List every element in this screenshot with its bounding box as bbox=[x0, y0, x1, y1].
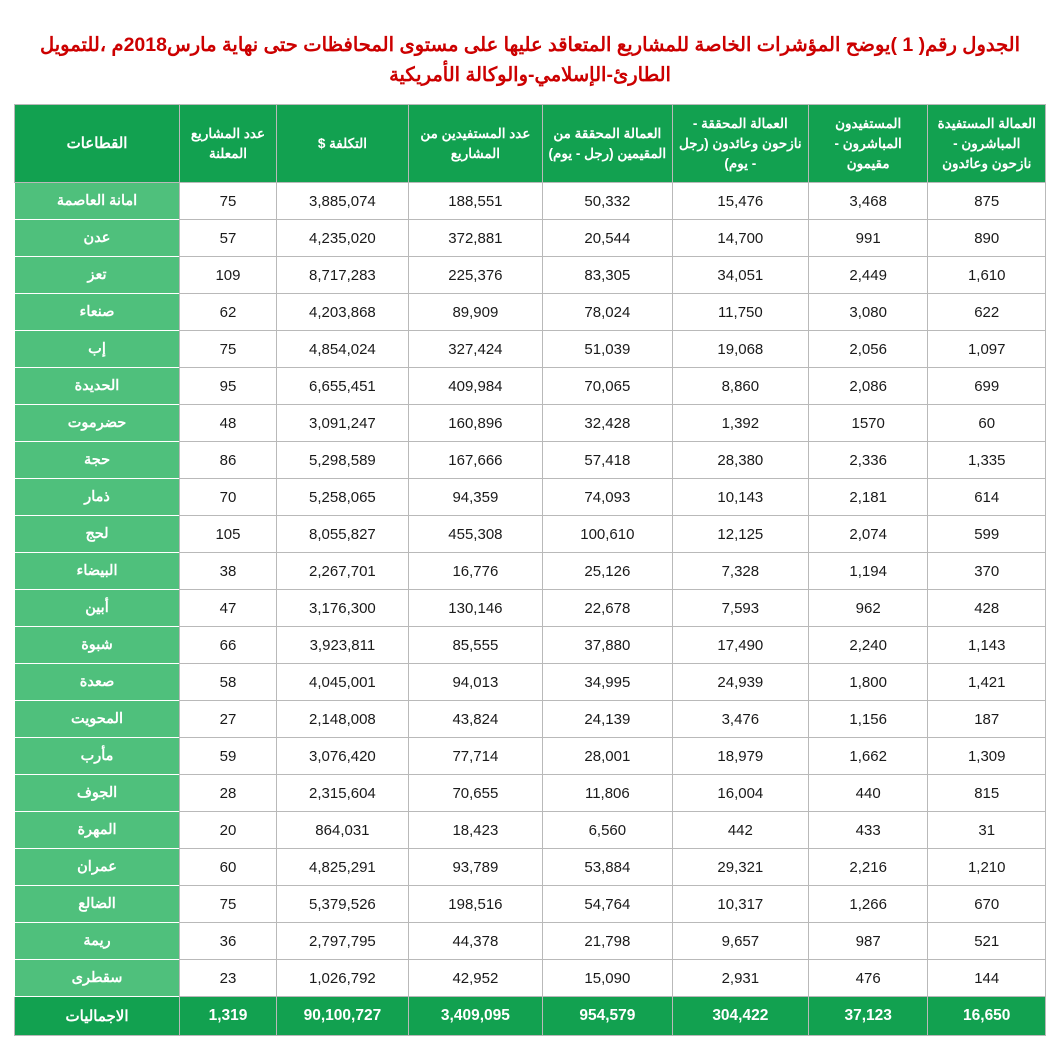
cell-cost: 3,091,247 bbox=[276, 405, 408, 442]
table-row bbox=[15, 220, 1046, 257]
cell-cost: 5,258,065 bbox=[276, 479, 408, 516]
cell-direct-displaced: 1,335 bbox=[928, 442, 1046, 479]
total-beneficiaries: 3,409,095 bbox=[408, 997, 542, 1036]
cell-labor-displaced: 14,700 bbox=[672, 220, 808, 257]
total-projects: 1,319 bbox=[180, 997, 277, 1036]
column-header-labor-displaced: العمالة المحققة - نازحون وعائدون (رجل - يوم) bbox=[672, 105, 808, 183]
cell-sector: حجة bbox=[15, 442, 180, 479]
cell-beneficiaries: 225,376 bbox=[408, 257, 542, 294]
cell-sector: شبوة bbox=[15, 627, 180, 664]
cell-sector: ريمة bbox=[15, 923, 180, 960]
cell-beneficiaries: 89,909 bbox=[408, 294, 542, 331]
cell-direct-displaced: 1,210 bbox=[928, 849, 1046, 886]
cell-beneficiaries: 94,013 bbox=[408, 664, 542, 701]
cell-cost: 1,026,792 bbox=[276, 960, 408, 997]
table-row bbox=[15, 849, 1046, 886]
cell-beneficiaries: 455,308 bbox=[408, 516, 542, 553]
cell-direct-displaced: 699 bbox=[928, 368, 1046, 405]
cell-labor-resident: 25,126 bbox=[542, 553, 672, 590]
cell-sector: ذمار bbox=[15, 479, 180, 516]
cell-labor-resident: 53,884 bbox=[542, 849, 672, 886]
cell-labor-resident: 50,332 bbox=[542, 183, 672, 220]
cell-sector: البيضاء bbox=[15, 553, 180, 590]
cell-projects: 20 bbox=[180, 812, 277, 849]
cell-direct-displaced: 1,610 bbox=[928, 257, 1046, 294]
cell-labor-displaced: 7,328 bbox=[672, 553, 808, 590]
cell-projects: 70 bbox=[180, 479, 277, 516]
cell-direct-resident: 2,216 bbox=[808, 849, 928, 886]
cell-direct-resident: 1,662 bbox=[808, 738, 928, 775]
cell-projects: 75 bbox=[180, 331, 277, 368]
cell-beneficiaries: 42,952 bbox=[408, 960, 542, 997]
page-title: الجدول رقم( 1 )يوضح المؤشرات الخاصة للمشاريع المتعاقد عليها على مستوى المحافظات حتى نهاية مارس2018م ،للتمويل الطارئ-الإسلامي-والوكالة الأمريكية bbox=[39, 34, 1021, 87]
cell-sector: صعدة bbox=[15, 664, 180, 701]
cell-labor-resident: 20,544 bbox=[542, 220, 672, 257]
table-row bbox=[15, 479, 1046, 516]
cell-labor-displaced: 17,490 bbox=[672, 627, 808, 664]
cell-sector: امانة العاصمة bbox=[15, 183, 180, 220]
cell-cost: 4,045,001 bbox=[276, 664, 408, 701]
cell-labor-displaced: 2,931 bbox=[672, 960, 808, 997]
cell-labor-displaced: 10,317 bbox=[672, 886, 808, 923]
column-header-projects: عدد المشاريع المعلنة bbox=[180, 105, 277, 183]
cell-direct-resident: 2,336 bbox=[808, 442, 928, 479]
cell-direct-resident: 1,194 bbox=[808, 553, 928, 590]
table-row bbox=[15, 516, 1046, 553]
cell-labor-resident: 74,093 bbox=[542, 479, 672, 516]
total-direct-displaced: 16,650 bbox=[928, 997, 1046, 1036]
total-labor-displaced: 304,422 bbox=[672, 997, 808, 1036]
cell-labor-displaced: 442 bbox=[672, 812, 808, 849]
total-labor-resident: 954,579 bbox=[542, 997, 672, 1036]
cell-direct-resident: 1570 bbox=[808, 405, 928, 442]
cell-beneficiaries: 188,551 bbox=[408, 183, 542, 220]
cell-beneficiaries: 160,896 bbox=[408, 405, 542, 442]
cell-sector: لحج bbox=[15, 516, 180, 553]
cell-labor-resident: 21,798 bbox=[542, 923, 672, 960]
cell-beneficiaries: 77,714 bbox=[408, 738, 542, 775]
table-row bbox=[15, 923, 1046, 960]
cell-cost: 2,315,604 bbox=[276, 775, 408, 812]
cell-labor-displaced: 8,860 bbox=[672, 368, 808, 405]
cell-projects: 59 bbox=[180, 738, 277, 775]
table-row bbox=[15, 294, 1046, 331]
cell-labor-displaced: 7,593 bbox=[672, 590, 808, 627]
cell-labor-resident: 28,001 bbox=[542, 738, 672, 775]
cell-direct-displaced: 890 bbox=[928, 220, 1046, 257]
cell-beneficiaries: 93,789 bbox=[408, 849, 542, 886]
cell-labor-resident: 83,305 bbox=[542, 257, 672, 294]
cell-cost: 2,797,795 bbox=[276, 923, 408, 960]
cell-cost: 4,825,291 bbox=[276, 849, 408, 886]
cell-beneficiaries: 94,359 bbox=[408, 479, 542, 516]
cell-beneficiaries: 198,516 bbox=[408, 886, 542, 923]
cell-beneficiaries: 70,655 bbox=[408, 775, 542, 812]
cell-direct-displaced: 187 bbox=[928, 701, 1046, 738]
cell-labor-resident: 22,678 bbox=[542, 590, 672, 627]
cell-projects: 66 bbox=[180, 627, 277, 664]
cell-projects: 57 bbox=[180, 220, 277, 257]
cell-projects: 60 bbox=[180, 849, 277, 886]
cell-direct-resident: 1,156 bbox=[808, 701, 928, 738]
table-row bbox=[15, 590, 1046, 627]
cell-beneficiaries: 130,146 bbox=[408, 590, 542, 627]
cell-sector: الجوف bbox=[15, 775, 180, 812]
cell-labor-resident: 70,065 bbox=[542, 368, 672, 405]
table-footer bbox=[15, 997, 1046, 1036]
cell-cost: 6,655,451 bbox=[276, 368, 408, 405]
cell-sector: أبين bbox=[15, 590, 180, 627]
cell-direct-displaced: 60 bbox=[928, 405, 1046, 442]
cell-projects: 62 bbox=[180, 294, 277, 331]
cell-labor-displaced: 9,657 bbox=[672, 923, 808, 960]
cell-direct-displaced: 1,097 bbox=[928, 331, 1046, 368]
table-row bbox=[15, 886, 1046, 923]
cell-direct-displaced: 370 bbox=[928, 553, 1046, 590]
cell-beneficiaries: 85,555 bbox=[408, 627, 542, 664]
cell-beneficiaries: 372,881 bbox=[408, 220, 542, 257]
cell-direct-resident: 2,449 bbox=[808, 257, 928, 294]
cell-labor-displaced: 11,750 bbox=[672, 294, 808, 331]
total-cost: 90,100,727 bbox=[276, 997, 408, 1036]
column-header-labor-resident: العمالة المحققة من المقيمين (رجل - يوم) bbox=[542, 105, 672, 183]
cell-beneficiaries: 16,776 bbox=[408, 553, 542, 590]
table-row bbox=[15, 368, 1046, 405]
table-row bbox=[15, 257, 1046, 294]
cell-sector: حضرموت bbox=[15, 405, 180, 442]
cell-projects: 48 bbox=[180, 405, 277, 442]
table-row bbox=[15, 775, 1046, 812]
cell-direct-displaced: 144 bbox=[928, 960, 1046, 997]
cell-beneficiaries: 409,984 bbox=[408, 368, 542, 405]
column-header-cost: التكلفة $ bbox=[276, 105, 408, 183]
cell-direct-resident: 991 bbox=[808, 220, 928, 257]
cell-cost: 5,379,526 bbox=[276, 886, 408, 923]
cell-direct-resident: 987 bbox=[808, 923, 928, 960]
cell-cost: 3,885,074 bbox=[276, 183, 408, 220]
cell-direct-displaced: 31 bbox=[928, 812, 1046, 849]
cell-projects: 95 bbox=[180, 368, 277, 405]
cell-projects: 38 bbox=[180, 553, 277, 590]
cell-direct-resident: 3,080 bbox=[808, 294, 928, 331]
cell-labor-resident: 32,428 bbox=[542, 405, 672, 442]
cell-cost: 3,076,420 bbox=[276, 738, 408, 775]
cell-beneficiaries: 327,424 bbox=[408, 331, 542, 368]
cell-labor-displaced: 29,321 bbox=[672, 849, 808, 886]
cell-direct-resident: 440 bbox=[808, 775, 928, 812]
cell-cost: 4,235,020 bbox=[276, 220, 408, 257]
cell-labor-resident: 100,610 bbox=[542, 516, 672, 553]
cell-direct-resident: 2,181 bbox=[808, 479, 928, 516]
cell-cost: 3,923,811 bbox=[276, 627, 408, 664]
cell-labor-resident: 34,995 bbox=[542, 664, 672, 701]
cell-labor-resident: 15,090 bbox=[542, 960, 672, 997]
table-body bbox=[15, 183, 1046, 997]
cell-beneficiaries: 43,824 bbox=[408, 701, 542, 738]
cell-labor-resident: 54,764 bbox=[542, 886, 672, 923]
table-row bbox=[15, 960, 1046, 997]
table-header bbox=[15, 105, 1046, 183]
cell-direct-displaced: 521 bbox=[928, 923, 1046, 960]
cell-direct-displaced: 1,309 bbox=[928, 738, 1046, 775]
total-direct-resident: 37,123 bbox=[808, 997, 928, 1036]
table-row bbox=[15, 701, 1046, 738]
cell-sector: إب bbox=[15, 331, 180, 368]
cell-direct-displaced: 428 bbox=[928, 590, 1046, 627]
cell-cost: 864,031 bbox=[276, 812, 408, 849]
cell-projects: 36 bbox=[180, 923, 277, 960]
table-row bbox=[15, 405, 1046, 442]
cell-direct-displaced: 815 bbox=[928, 775, 1046, 812]
cell-labor-resident: 78,024 bbox=[542, 294, 672, 331]
cell-direct-displaced: 614 bbox=[928, 479, 1046, 516]
cell-labor-displaced: 28,380 bbox=[672, 442, 808, 479]
totals-row bbox=[15, 997, 1046, 1036]
totals-label: الاجماليات bbox=[15, 997, 180, 1036]
cell-direct-resident: 2,240 bbox=[808, 627, 928, 664]
cell-beneficiaries: 44,378 bbox=[408, 923, 542, 960]
cell-labor-displaced: 3,476 bbox=[672, 701, 808, 738]
cell-direct-resident: 433 bbox=[808, 812, 928, 849]
cell-direct-displaced: 1,421 bbox=[928, 664, 1046, 701]
cell-direct-resident: 1,800 bbox=[808, 664, 928, 701]
column-header-direct-resident: المستفيدون المباشرون - مقيمون bbox=[808, 105, 928, 183]
cell-labor-displaced: 10,143 bbox=[672, 479, 808, 516]
cell-beneficiaries: 18,423 bbox=[408, 812, 542, 849]
cell-labor-displaced: 12,125 bbox=[672, 516, 808, 553]
cell-cost: 4,854,024 bbox=[276, 331, 408, 368]
table-row bbox=[15, 442, 1046, 479]
table-row bbox=[15, 812, 1046, 849]
indicators-table bbox=[14, 104, 1046, 1036]
cell-labor-displaced: 16,004 bbox=[672, 775, 808, 812]
cell-sector: الضالع bbox=[15, 886, 180, 923]
cell-direct-displaced: 670 bbox=[928, 886, 1046, 923]
cell-direct-resident: 2,056 bbox=[808, 331, 928, 368]
cell-sector: مأرب bbox=[15, 738, 180, 775]
cell-direct-displaced: 1,143 bbox=[928, 627, 1046, 664]
cell-direct-resident: 962 bbox=[808, 590, 928, 627]
cell-projects: 58 bbox=[180, 664, 277, 701]
cell-projects: 75 bbox=[180, 886, 277, 923]
cell-projects: 105 bbox=[180, 516, 277, 553]
cell-projects: 27 bbox=[180, 701, 277, 738]
table-row bbox=[15, 553, 1046, 590]
cell-cost: 2,267,701 bbox=[276, 553, 408, 590]
cell-sector: تعز bbox=[15, 257, 180, 294]
table-row bbox=[15, 183, 1046, 220]
cell-labor-resident: 37,880 bbox=[542, 627, 672, 664]
cell-labor-displaced: 18,979 bbox=[672, 738, 808, 775]
cell-sector: المهرة bbox=[15, 812, 180, 849]
table-row bbox=[15, 664, 1046, 701]
cell-labor-displaced: 1,392 bbox=[672, 405, 808, 442]
column-header-beneficiaries: عدد المستفيدين من المشاريع bbox=[408, 105, 542, 183]
cell-labor-displaced: 19,068 bbox=[672, 331, 808, 368]
cell-labor-resident: 6,560 bbox=[542, 812, 672, 849]
cell-direct-resident: 2,086 bbox=[808, 368, 928, 405]
cell-sector: عدن bbox=[15, 220, 180, 257]
cell-labor-displaced: 34,051 bbox=[672, 257, 808, 294]
table-row bbox=[15, 627, 1046, 664]
column-header-sector: القطاعات bbox=[15, 105, 180, 183]
cell-cost: 3,176,300 bbox=[276, 590, 408, 627]
cell-beneficiaries: 167,666 bbox=[408, 442, 542, 479]
cell-sector: سقطرى bbox=[15, 960, 180, 997]
cell-sector: صنعاء bbox=[15, 294, 180, 331]
cell-sector: المحويت bbox=[15, 701, 180, 738]
cell-labor-displaced: 15,476 bbox=[672, 183, 808, 220]
cell-direct-resident: 2,074 bbox=[808, 516, 928, 553]
cell-sector: عمران bbox=[15, 849, 180, 886]
column-header-direct-displaced: العمالة المستفيدة المباشرون - نازحون وعائدون bbox=[928, 105, 1046, 183]
cell-projects: 75 bbox=[180, 183, 277, 220]
cell-direct-resident: 3,468 bbox=[808, 183, 928, 220]
cell-direct-displaced: 622 bbox=[928, 294, 1046, 331]
cell-cost: 8,055,827 bbox=[276, 516, 408, 553]
cell-cost: 4,203,868 bbox=[276, 294, 408, 331]
cell-direct-resident: 476 bbox=[808, 960, 928, 997]
cell-labor-resident: 24,139 bbox=[542, 701, 672, 738]
cell-cost: 8,717,283 bbox=[276, 257, 408, 294]
cell-direct-resident: 1,266 bbox=[808, 886, 928, 923]
cell-labor-displaced: 24,939 bbox=[672, 664, 808, 701]
cell-labor-resident: 57,418 bbox=[542, 442, 672, 479]
cell-cost: 5,298,589 bbox=[276, 442, 408, 479]
cell-projects: 109 bbox=[180, 257, 277, 294]
table-row bbox=[15, 331, 1046, 368]
cell-labor-resident: 11,806 bbox=[542, 775, 672, 812]
cell-projects: 86 bbox=[180, 442, 277, 479]
cell-labor-resident: 51,039 bbox=[542, 331, 672, 368]
cell-direct-displaced: 875 bbox=[928, 183, 1046, 220]
table-row bbox=[15, 738, 1046, 775]
cell-direct-displaced: 599 bbox=[928, 516, 1046, 553]
cell-cost: 2,148,008 bbox=[276, 701, 408, 738]
cell-sector: الحديدة bbox=[15, 368, 180, 405]
cell-projects: 47 bbox=[180, 590, 277, 627]
cell-projects: 23 bbox=[180, 960, 277, 997]
cell-projects: 28 bbox=[180, 775, 277, 812]
table-header-row bbox=[15, 105, 1046, 183]
